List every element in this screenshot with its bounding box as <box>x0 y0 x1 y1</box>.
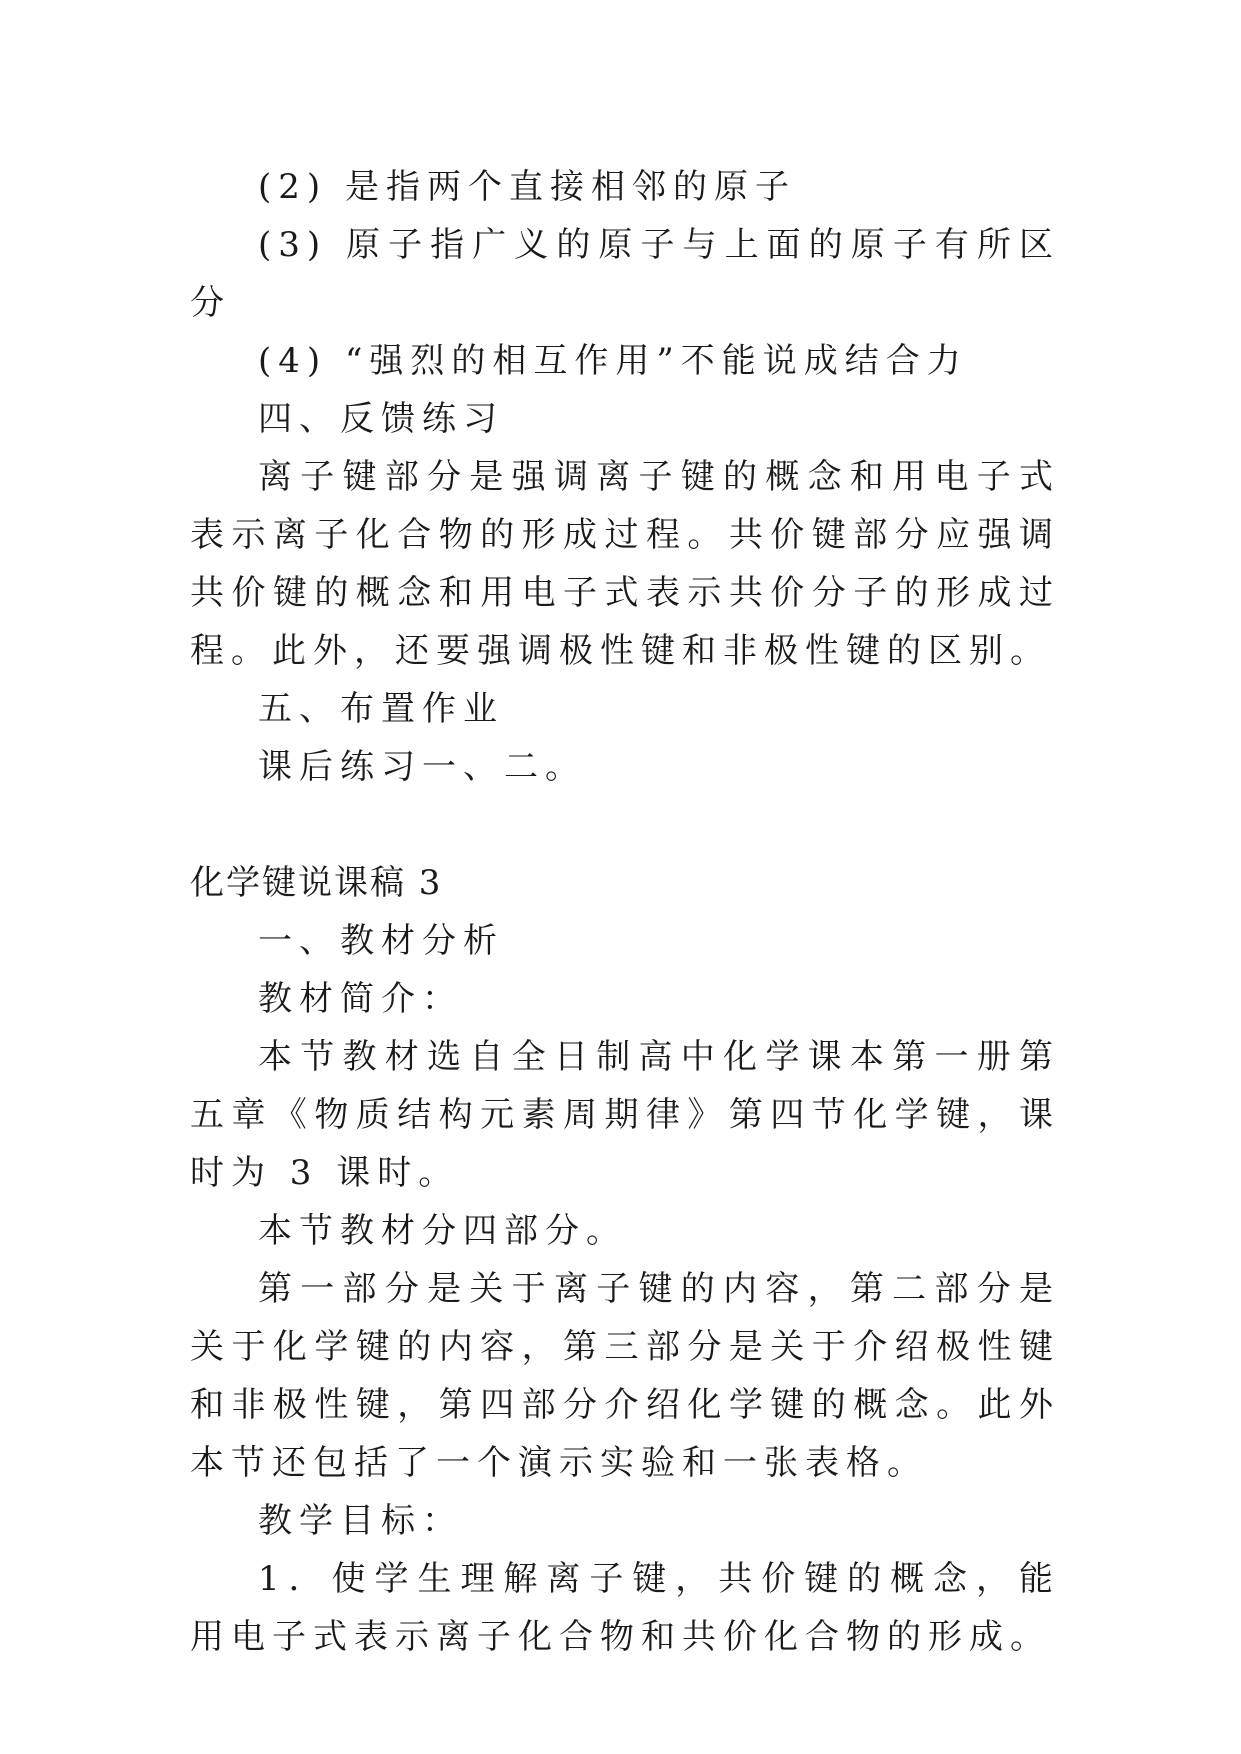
paragraph-item-2: (2) 是指两个直接相邻的原子 <box>258 167 796 207</box>
heading-textbook-intro: 教材简介： <box>258 979 463 1019</box>
heading-homework: 五、布置作业 <box>258 689 504 729</box>
paragraph-goal-1: 1．使学生理解离子键，共价键的概念，能用电子式表示离子化合物和共价化合物的形成。 <box>190 1559 1060 1657</box>
paragraph-item-3: (3) 原子指广义的原子与上面的原子有所区分 <box>190 225 1060 323</box>
paragraph-parts-detail: 第一部分是关于离子键的内容，第二部分是关于化学键的内容，第三部分是关于介绍极性键和非极性键，第四部分介绍化学键的概念。此外本节还包括了一个演示实验和一张表格。 <box>190 1269 1060 1483</box>
paragraph-textbook-source: 本节教材选自全日制高中化学课本第一册第五章《物质结构元素周期律》第四节化学键，课时为 3 课时。 <box>190 1037 1060 1193</box>
section-title: 化学键说课稿 3 <box>190 863 443 903</box>
paragraph-textbook-parts: 本节教材分四部分。 <box>258 1211 627 1251</box>
paragraph-homework-content: 课后练习一、二。 <box>258 747 586 787</box>
paragraph-feedback-content: 离子键部分是强调离子键的概念和用电子式表示离子化合物的形成过程。共价键部分应强调共价键的概念和用电子式表示共价分子的形成过程。此外，还要强调极性键和非极性键的区别。 <box>190 457 1060 671</box>
section-spacer <box>190 796 1060 854</box>
document-body <box>190 158 1060 1666</box>
heading-textbook-analysis: 一、教材分析 <box>258 921 504 961</box>
heading-feedback-practice: 四、反馈练习 <box>258 399 504 439</box>
heading-teaching-goals: 教学目标： <box>258 1501 463 1541</box>
paragraph-item-4: (4) “强烈的相互作用”不能说成结合力 <box>258 341 968 381</box>
